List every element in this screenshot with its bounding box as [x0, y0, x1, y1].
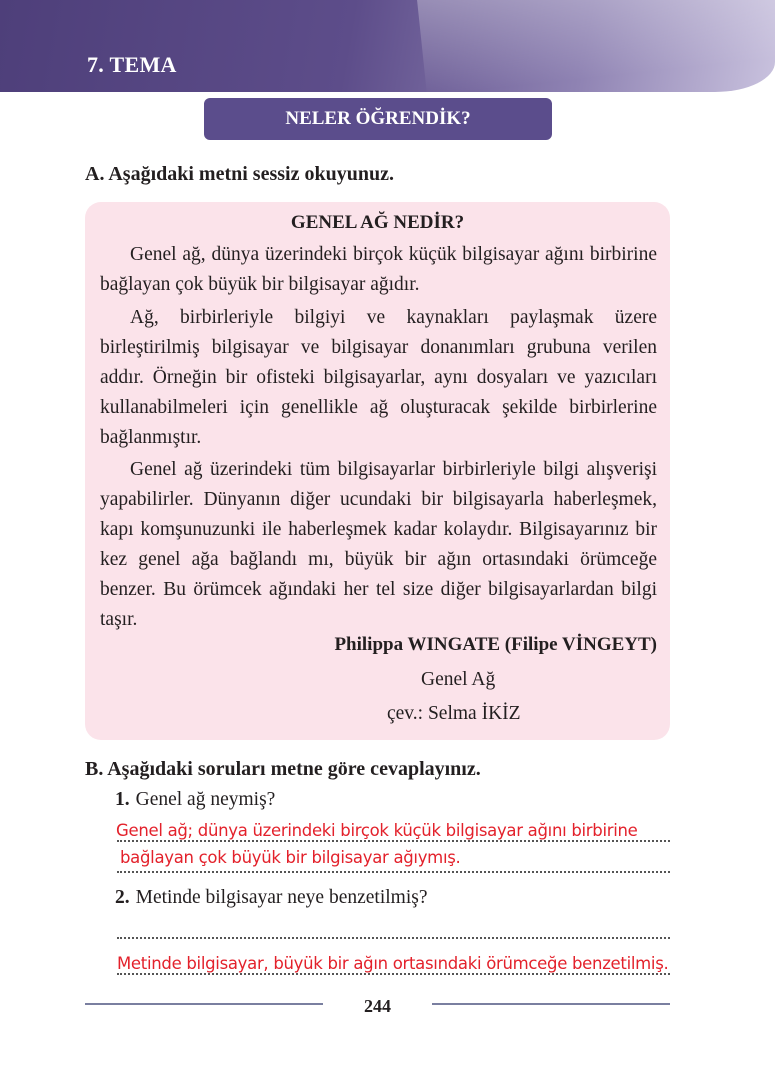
page-number: 244 [364, 996, 391, 1016]
reading-book: Genel Ağ [421, 669, 496, 690]
reading-paragraph-3: Genel ağ üzerindeki tüm bilgisayarlar birbirleriyle bilgi alışverişi yapabilirler. Dünyanın diğer ucundaki bir bilgisayarla haberleşmek, kapı komşunuzunki ile haberleşmek kadar kolaydır. Bilgisayarınız bir kez genel ağa bağlandı mı, büyük bir ağın ortasındaki örümceğe benzer. Bu örümcek ağındaki her tel size diğer bilgisayarlardan bilgi taşır. [100, 459, 657, 630]
answer-1-line-1[interactable]: Genel ağ; dünya üzerindeki birçok küçük bilgisayar ağını birbirine [116, 821, 638, 840]
question-1-number: 1. [115, 789, 130, 810]
question-1-text: Genel ağ neymiş? [135, 789, 276, 810]
section-tab [204, 98, 552, 140]
answer-1-line-2[interactable]: bağlayan çok büyük bir bilgisayar ağıymış. [120, 848, 461, 867]
question-1 [115, 789, 275, 811]
reading-translator: çev.: Selma İKİZ [387, 703, 521, 724]
question-2 [115, 887, 428, 909]
footer-line-left [85, 1003, 323, 1005]
reading-paragraph-2: Ağ, birbirleriyle bilgiyi ve kaynakları paylaşmak üzere birleştirilmiş bilgisayar ve bilgisayar donanımları grubuna verilen addır. Örneğin bir ofisteki bilgisayarlar, aynı dosyaları ve yazıcıları kullanabilmeleri için genellikle ağ oluşturacak şekilde birbirlerine bağlanmıştır. [100, 307, 657, 448]
header-band [0, 0, 775, 92]
section-b-instruction: B. Aşağıdaki soruları metne göre cevaplayınız. [85, 758, 481, 780]
answer-line [117, 840, 670, 842]
question-2-number: 2. [115, 887, 130, 908]
header-sheen [416, 0, 775, 92]
theme-label: 7. TEMA [87, 52, 177, 77]
reading-author: Philippa WINGATE (Filipe VİNGEYT) [334, 634, 657, 655]
section-tab-label: NELER ÖĞRENDİK? [285, 108, 471, 129]
answer-line [117, 937, 670, 939]
section-a-instruction: A. Aşağıdaki metni sessiz okuyunuz. [85, 163, 394, 185]
reading-title: GENEL AĞ NEDİR? [290, 212, 465, 233]
answer-2-line-1[interactable]: Metinde bilgisayar, büyük bir ağın ortasındaki örümceğe benzetilmiş. [117, 954, 669, 973]
footer-line-right [432, 1003, 670, 1005]
reading-paragraph-1: Genel ağ, dünya üzerindeki birçok küçük bilgisayar ağını birbirine bağlayan çok büyük bir bilgisayar ağıdır. [100, 244, 657, 295]
question-2-text: Metinde bilgisayar neye benzetilmiş? [135, 887, 428, 908]
answer-line [117, 973, 670, 975]
answer-line [117, 871, 670, 873]
